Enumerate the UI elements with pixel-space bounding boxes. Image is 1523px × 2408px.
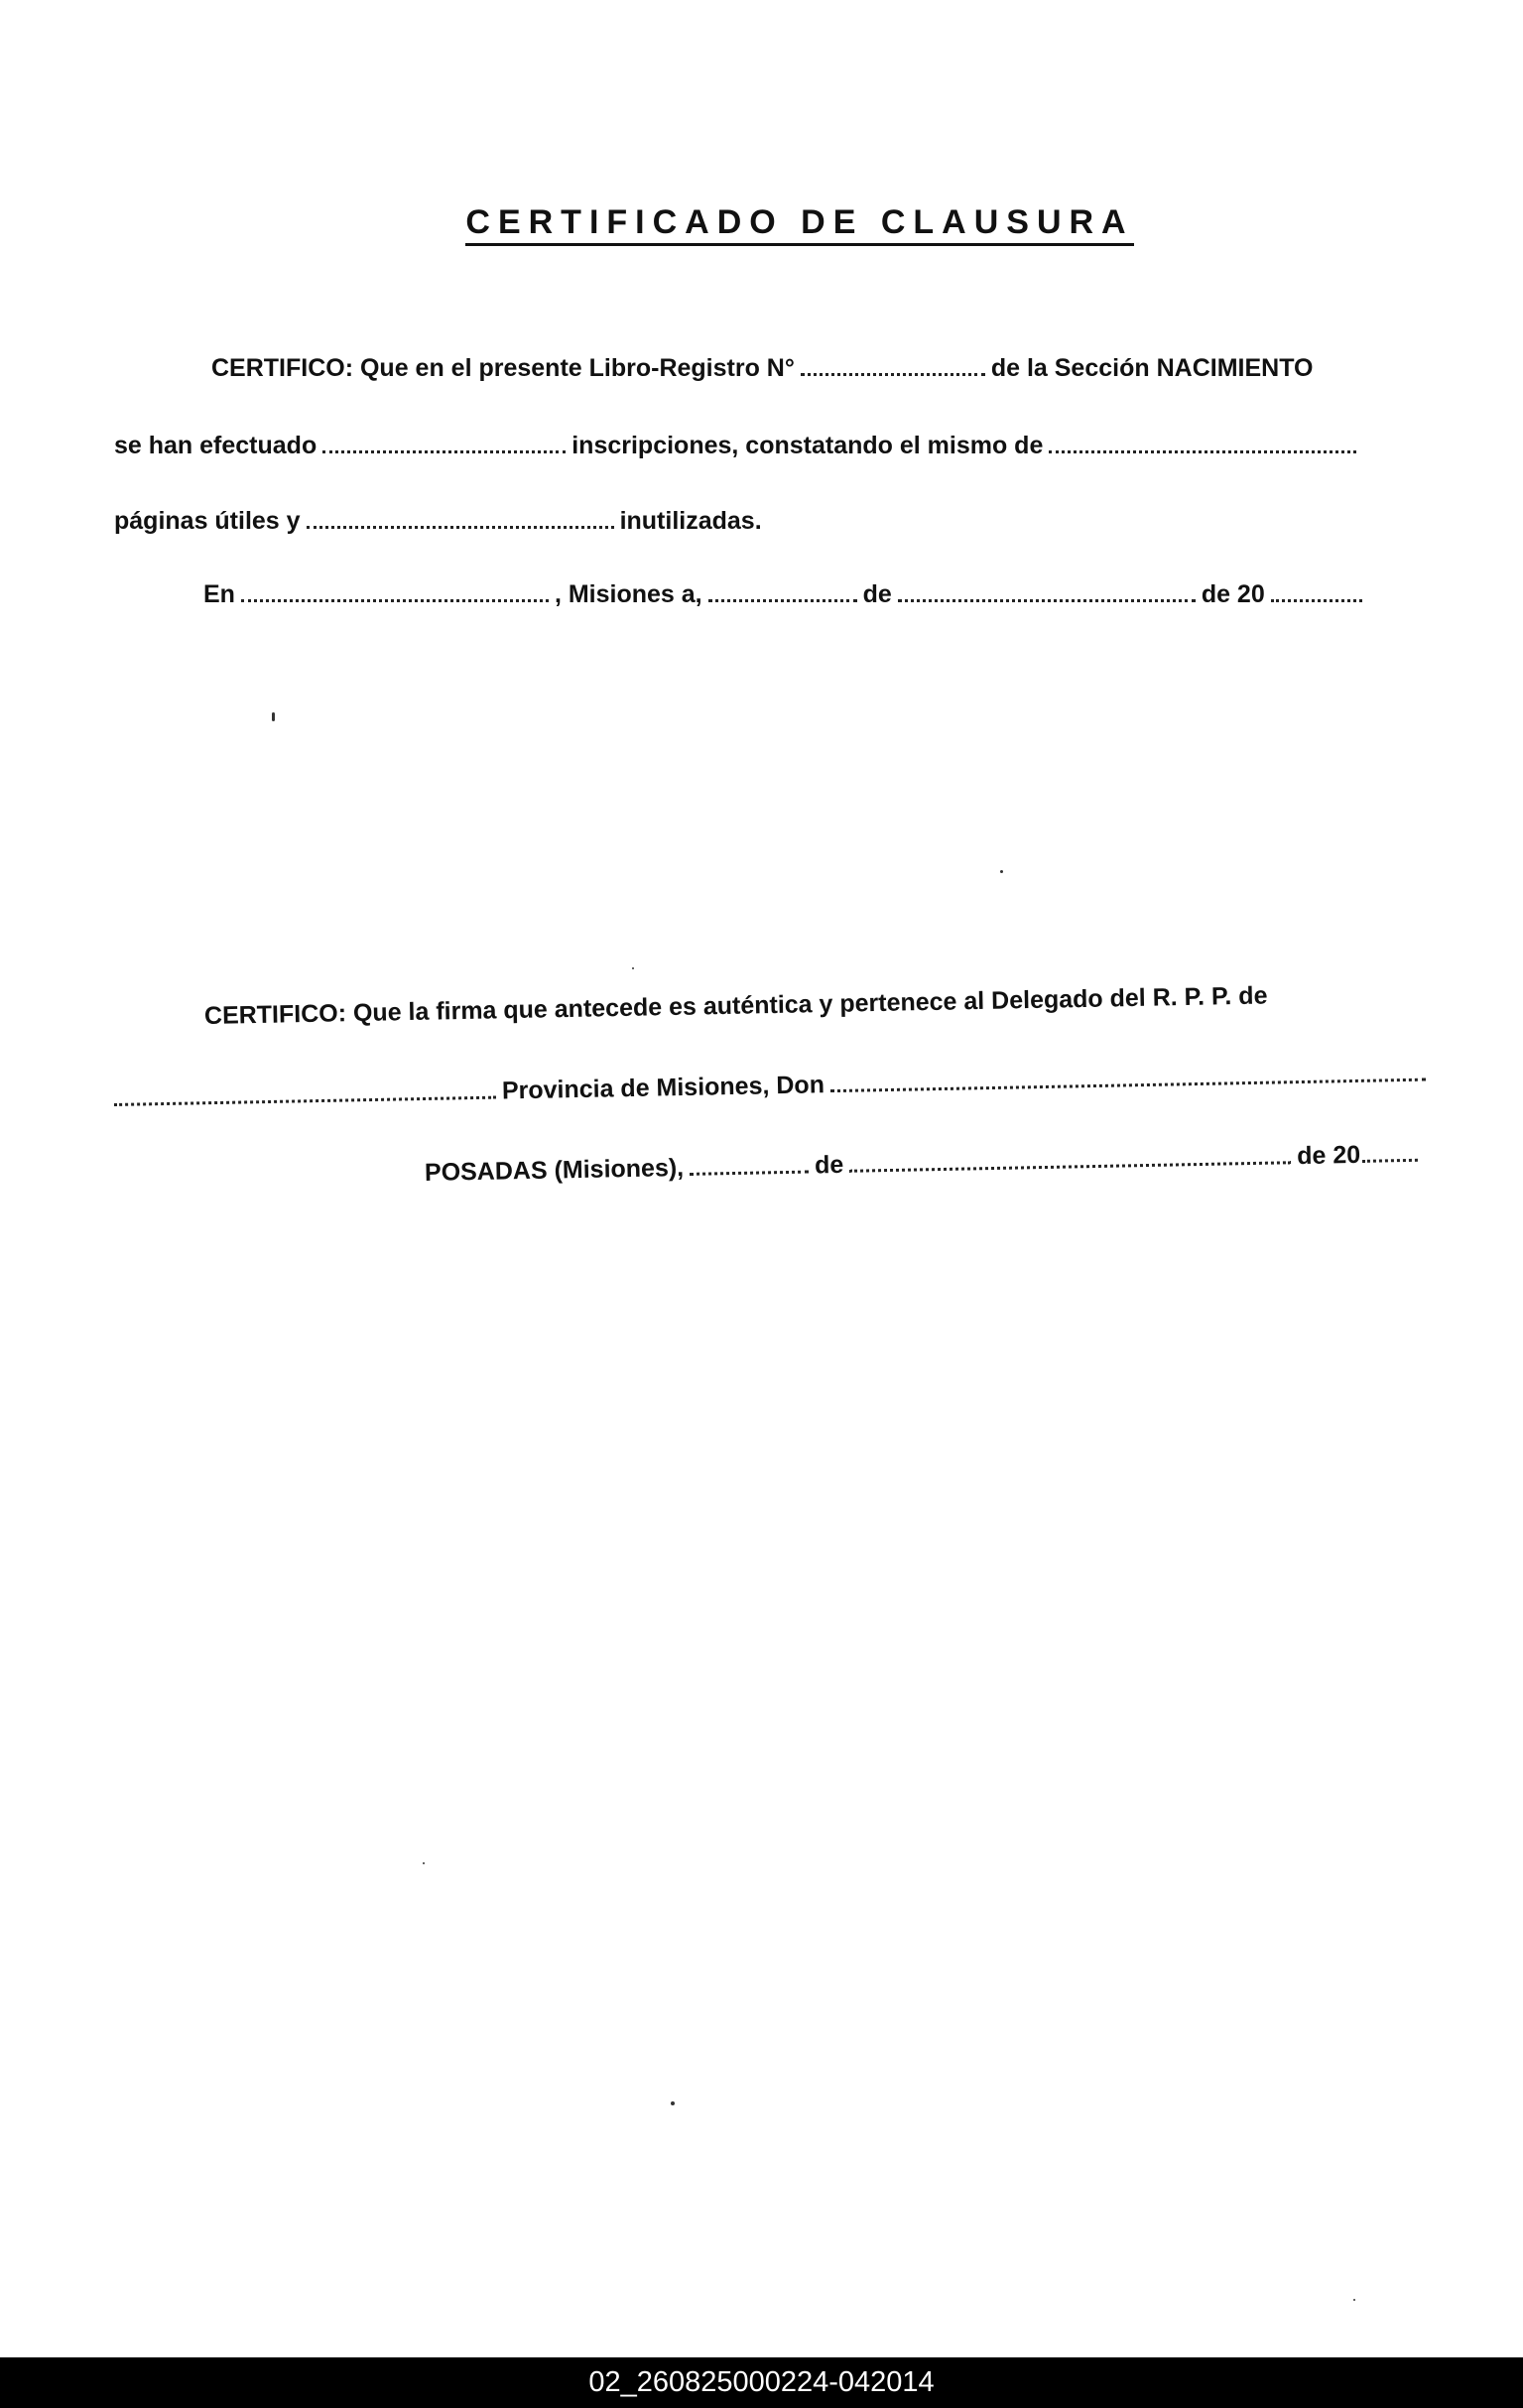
day-blank: [708, 593, 857, 602]
cert2-line1-text: CERTIFICO: Que la firma que antecede es auténtica y pertenece al Delegado del R. P. P. de: [203, 981, 1268, 1030]
cert1-line-1: [211, 354, 1313, 383]
scan-id-footer: [0, 2357, 1523, 2408]
scan-id-text: 02_260825000224-042014: [588, 2366, 935, 2398]
unusable-pages-blank: [307, 520, 614, 529]
cert1-line4-text-a: En: [203, 580, 235, 608]
cert2-day-blank: [690, 1165, 809, 1176]
cert1-line4-text-c: de: [862, 580, 892, 608]
cert1-line1-text-a: CERTIFICO: Que en el presente Libro-Registro N°: [211, 354, 795, 382]
cert1-line3-text-b: inutilizadas.: [619, 507, 762, 535]
month-blank: [898, 593, 1196, 602]
cert2-line2-text-a: Provincia de Misiones, Don: [501, 1071, 825, 1105]
scan-speck: [272, 712, 275, 721]
delegate-name-blank: [830, 1073, 1426, 1093]
scan-speck: [1000, 870, 1003, 873]
cert1-line1-text-b: de la Sección NACIMIENTO: [990, 354, 1314, 382]
place-blank: [241, 593, 549, 602]
cert2-line3-text-b: de: [814, 1150, 844, 1180]
title-text: CERTIFICADO DE CLAUSURA: [465, 203, 1133, 246]
scan-speck: [423, 1862, 425, 1864]
cert1-line4-text-d: de 20: [1201, 580, 1265, 608]
cert1-line3-text-a: páginas útiles y: [114, 507, 301, 535]
scan-speck: [1353, 2299, 1355, 2301]
cert2-month-blank: [849, 1155, 1291, 1173]
year-blank: [1271, 593, 1362, 602]
scan-speck: [632, 967, 634, 969]
cert1-line4-text-b: , Misiones a,: [554, 580, 702, 608]
cert1-line-2: [114, 432, 1362, 460]
cert1-line-3: [114, 507, 762, 536]
cert2-line3-text-c: de 20: [1296, 1140, 1361, 1171]
document-title: [0, 203, 1523, 242]
cert1-line-4: [203, 580, 1368, 609]
inscriptions-count-blank: [322, 444, 566, 453]
cert2-line3-text-a: POSADAS (Misiones),: [424, 1153, 685, 1187]
delegation-blank: [114, 1090, 496, 1106]
cert2-line-3: [425, 1140, 1425, 1188]
pages-count-blank: [1049, 444, 1356, 453]
scan-speck: [671, 2101, 675, 2105]
cert2-year-blank: [1362, 1153, 1418, 1163]
cert2-line-1: [204, 981, 1268, 1031]
cert2-line-2: [114, 1060, 1432, 1113]
book-number-blank: [801, 367, 985, 376]
cert1-line2-text-b: inscripciones, constatando el mismo de: [571, 432, 1044, 459]
cert1-line2-text-a: se han efectuado: [114, 432, 317, 459]
